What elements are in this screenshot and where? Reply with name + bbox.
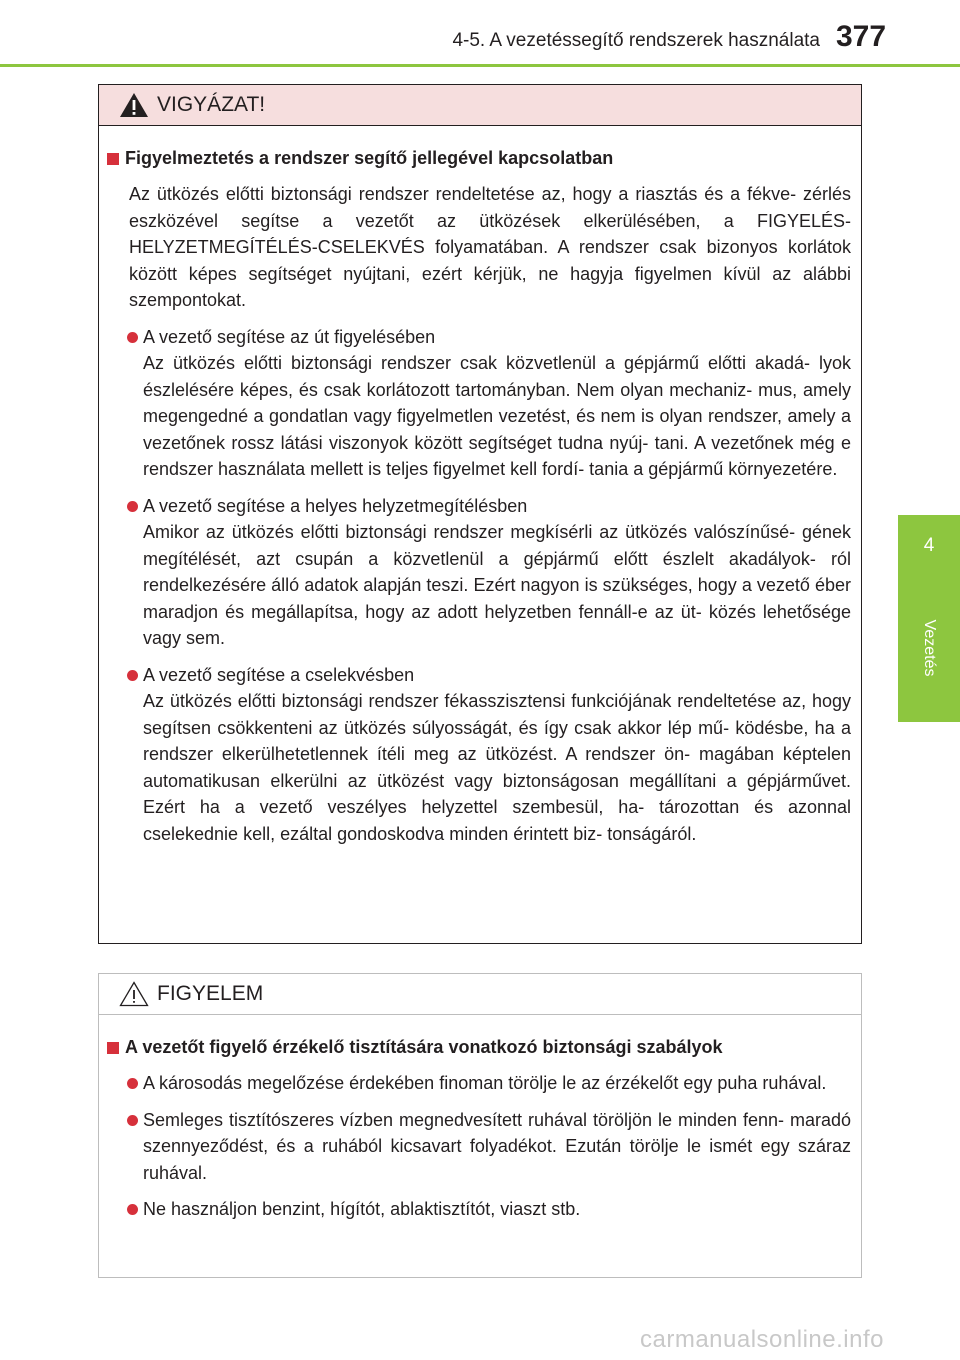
notice-box-header [99, 974, 861, 1015]
notice-triangle-icon [119, 981, 149, 1007]
round-bullet-icon [127, 1115, 138, 1126]
round-bullet-icon [127, 670, 138, 681]
square-bullet-icon [107, 1042, 119, 1054]
notice-item-text: A károsodás megelőzése érdekében finoman törölje le az érzékelőt egy puha ruhával. [143, 1073, 827, 1093]
warning-item-title: A vezető segítése az út figyelésében [143, 326, 436, 347]
warning-item-title: A vezető segítése a cselekvésben [143, 664, 415, 685]
square-bullet-icon [107, 153, 119, 165]
warning-triangle-icon [119, 92, 149, 118]
warning-box-header [99, 85, 861, 126]
running-header-title: 4-5. A vezetéssegítő rendszerek használata [452, 30, 820, 51]
notice-item [127, 1070, 851, 1097]
chapter-tab-number: 4 [923, 535, 935, 556]
round-bullet-icon [127, 332, 138, 343]
round-bullet-icon [127, 501, 138, 512]
notice-box [98, 973, 862, 1278]
warning-box-heading: VIGYÁZAT! [157, 93, 266, 116]
round-bullet-icon [127, 1078, 138, 1089]
warning-item-text: Az ütközés előtti biztonsági rendszer fékasszisztensi funkciójának rendeltetése az, hogy segítsen csökkenteni az ütközés súlyosságát, és így csak akkor lép mű- ködésbe, ha a rendszer elkerülhetetlennek ítéli meg az ütközést. A rendszer ön- magában képtelen automatikusan elkerülni az ütközést vagy biztonságosan megállítani a gépjárművet. Ezért ha a vezető veszélyes helyzettel szembesül, ha- tározottan és azonnal cselekednie kell, ezáltal gondoskodva minden érintett biz- tonságáról. [143, 691, 851, 844]
warning-item-title: A vezető segítése a helyes helyzetmegítélésben [143, 495, 528, 516]
notice-item [127, 1196, 851, 1223]
warning-section-title [107, 148, 853, 169]
page-number: 377 [836, 20, 887, 53]
warning-item-text: Amikor az ütközés előtti biztonsági rendszer megkísérli az ütközés valószínűsé- gének megítélését, azt csupán a közvetlenül a gépjármű előtt észlelt akadályok- ról rendelkezésére álló adatok alapján teszi. Ezért nagyon is szükséges, hogy a vezető éber maradjon és megállapítsa, hogy az adott helyzetben fennáll-e az üt- közés lehetősége vagy sem. [143, 522, 851, 648]
chapter-tab-label: Vezetés [921, 619, 938, 677]
warning-box-body [99, 126, 861, 847]
notice-box-body [99, 1015, 861, 1223]
watermark: carmanualsonline.info [640, 1326, 884, 1353]
warning-item [127, 662, 851, 848]
notice-box-heading: FIGYELEM [157, 982, 264, 1005]
warning-section-title-text: Figyelmeztetés a rendszer segítő jellegével kapcsolatban [125, 148, 614, 168]
notice-item-text: Ne használjon benzint, hígítót, ablaktisztítót, viaszt stb. [143, 1199, 581, 1219]
notice-section-title [107, 1037, 853, 1058]
notice-section-title-text: A vezetőt figyelő érzékelő tisztítására vonatkozó biztonsági szabályok [125, 1037, 723, 1057]
warning-box [98, 84, 862, 944]
warning-intro-paragraph: Az ütközés előtti biztonsági rendszer rendeltetése az, hogy a riasztás és a fékve- zérlés eszközével segítse a vezetőt az ütközések elkerülésében, a FIGYELÉS-HELYZETMEGÍTÉLÉS-CSELEKVÉS folyamatában. A rendszer csak bizonyos korlátok között képes segítséget nyújtani, ezért kérjük, ne hagyja figyelmen kívül az alábbi szempontokat. [129, 184, 851, 310]
header-rule [0, 64, 960, 67]
notice-item [127, 1107, 851, 1187]
warning-item-text: Az ütközés előtti biztonsági rendszer csak közvetlenül a gépjármű előtti akadá- lyok észlelésére képes, és csak korlátozott tartományban. Nem olyan mechaniz- mus, amely megengedné a gondatlan vagy figyelmetlen vezetést, és nem is olyan rendszer, amely a vezetőnek rossz látási viszonyok között segítséget tudna nyúj- tani. A vezetőnek még e rendszer használata mellett is teljes figyelmet kell fordí- tania a gépjármű környezetére. [143, 353, 851, 479]
warning-item [127, 324, 851, 483]
notice-item-text: Semleges tisztítószeres vízben megnedvesített ruhával töröljön le minden fenn- maradó szennyeződést, és a ruhából kicsavart folyadékot. Ezután törölje le ismét egy száraz ruhával. [143, 1109, 851, 1183]
round-bullet-icon [127, 1204, 138, 1215]
warning-item [127, 493, 851, 652]
